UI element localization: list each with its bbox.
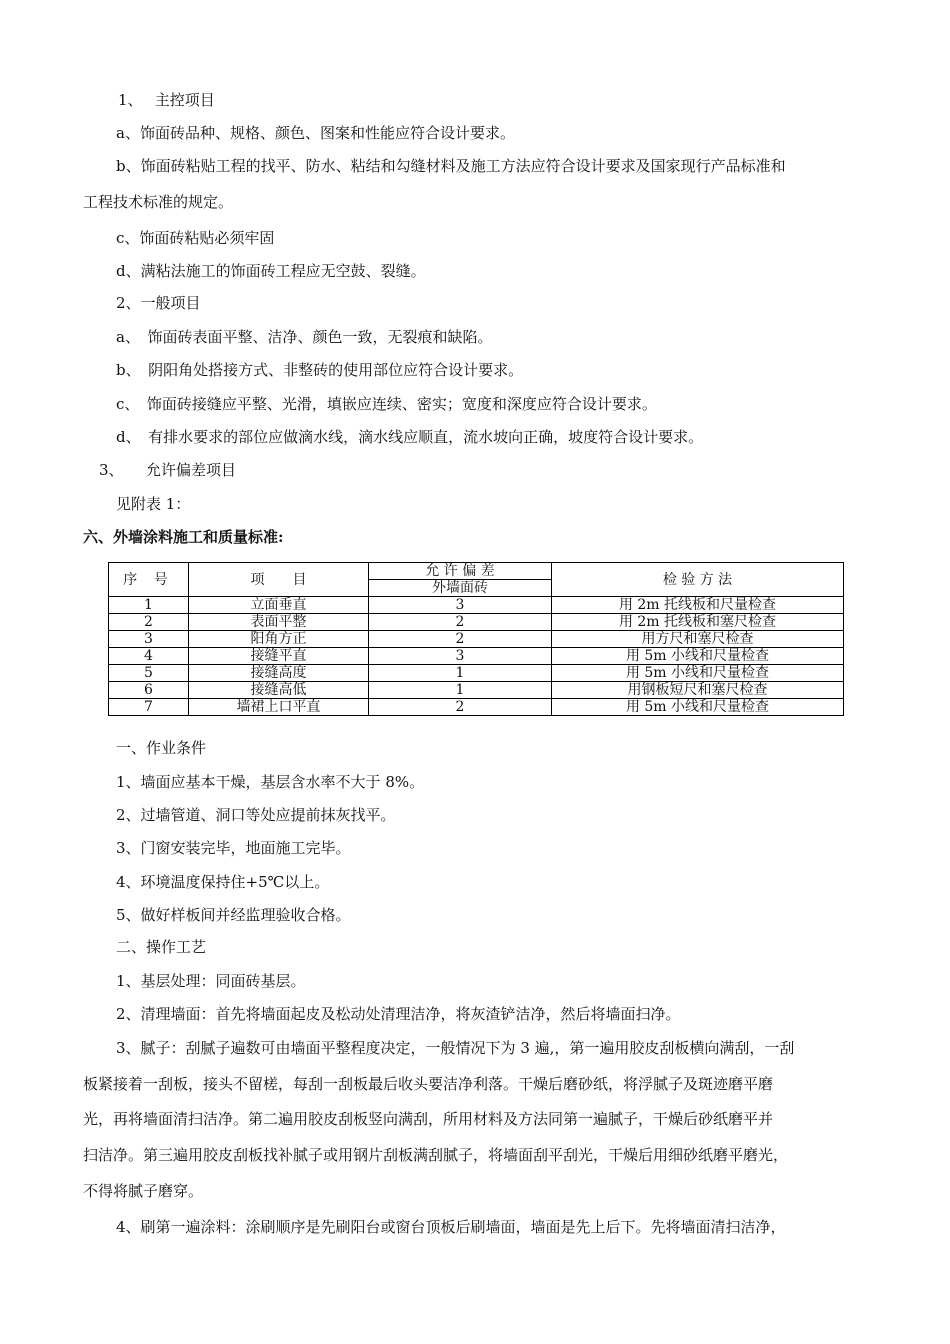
header-tolerance-sub: 外墙面砖 [369,580,552,597]
cell-no: 2 [109,614,189,631]
table-row [109,597,844,614]
cell-no: 7 [109,699,189,716]
cell-item: 接缝平直 [189,648,369,665]
text-line: 工程技术标准的规定。 [83,193,234,211]
cell-no: 3 [109,631,189,648]
cell-value: 3 [369,597,552,614]
text-line: 二、操作工艺 [116,938,207,956]
text-line: 4、刷第一遍涂料：涂刷顺序是先刷阳台或窗台顶板后刷墙面，墙面是先上后下。先将墙面清扫洁净， [116,1218,786,1236]
cell-method: 用钢板短尺和塞尺检查 [552,682,844,699]
table-row [109,648,844,665]
text-line: 3、腻子：刮腻子遍数可由墙面平整程度决定，一般情况下为 3 遍,，第一遍用胶皮刮板横向满刮，一刮 [116,1039,795,1057]
header-method: 检 验 方 法 [552,563,844,597]
text-line: 2、清理墙面：首先将墙面起皮及松动处清理洁净，将灰渣铲洁净，然后将墙面扫净。 [116,1005,681,1023]
header-item: 项 目 [189,563,369,597]
text-line: 见附表 1： [116,495,191,513]
text-line: b、 阴阳角处搭接方式、非整砖的使用部位应符合设计要求。 [116,361,524,379]
text-line: 光，再将墙面清扫洁净。第二遍用胶皮刮板竖向满刮，所用材料及方法同第一遍腻子，干燥后砂纸磨平并 [83,1110,774,1128]
text-line: 5、做好样板间并经监理验收合格。 [116,906,351,924]
text-line: 1、基层处理：同面砖基层。 [116,972,306,990]
cell-no: 6 [109,682,189,699]
cell-item: 立面垂直 [189,597,369,614]
text-line: 3、 允许偏差项目 [99,461,237,479]
text-line: c、 饰面砖接缝应平整、光滑，填嵌应连续、密实；宽度和深度应符合设计要求。 [116,395,657,413]
table-row [109,699,844,716]
table-row [109,665,844,682]
cell-method: 用 5m 小线和尺量检查 [552,699,844,716]
cell-no: 4 [109,648,189,665]
text-line: 3、门窗安装完毕，地面施工完毕。 [116,839,351,857]
cell-value: 3 [369,648,552,665]
table-row [109,682,844,699]
cell-item: 墙裙上口平直 [189,699,369,716]
cell-method: 用 2m 托线板和尺量检查 [552,597,844,614]
section-heading: 六、外墙涂料施工和质量标准: [83,528,284,546]
text-line: b、饰面砖粘贴工程的找平、防水、粘结和勾缝材料及施工方法应符合设计要求及国家现行产品标准和 [116,157,786,175]
text-line: 一、作业条件 [116,739,207,757]
text-line: 1、 主控项目 [118,91,215,109]
text-line: 2、过墙管道、洞口等处应提前抹灰找平。 [116,806,396,824]
cell-no: 5 [109,665,189,682]
cell-no: 1 [109,597,189,614]
table-row [109,631,844,648]
cell-method: 用 5m 小线和尺量检查 [552,665,844,682]
text-line: a、饰面砖品种、规格、颜色、图案和性能应符合设计要求。 [116,124,515,142]
cell-item: 接缝高度 [189,665,369,682]
text-line: a、 饰面砖表面平整、洁净、颜色一致，无裂痕和缺陷。 [116,328,493,346]
cell-value: 2 [369,631,552,648]
cell-method: 用方尺和塞尺检查 [552,631,844,648]
cell-item: 接缝高低 [189,682,369,699]
text-line: c、饰面砖粘贴必须牢固 [116,229,275,247]
text-line: 1、墙面应基本干燥，基层含水率不大于 8%。 [116,773,425,791]
cell-item: 表面平整 [189,614,369,631]
tolerance-table [108,562,844,716]
text-line: 不得将腻子磨穿。 [83,1182,204,1200]
header-no: 序 号 [109,563,189,597]
text-line: 板紧接着一刮板，接头不留槎，每刮一刮板最后收头要洁净利落。干燥后磨砂纸，将浮腻子及斑迹磨平磨 [83,1075,774,1093]
text-line: d、 有排水要求的部位应做滴水线，滴水线应顺直，流水坡向正确，坡度符合设计要求。 [116,428,704,446]
text-line: d、满粘法施工的饰面砖工程应无空鼓、裂缝。 [116,262,426,280]
cell-value: 2 [369,614,552,631]
cell-method: 用 5m 小线和尺量检查 [552,648,844,665]
cell-item: 阳角方正 [189,631,369,648]
cell-value: 1 [369,682,552,699]
text-line: 4、环境温度保持住+5℃以上。 [116,873,330,891]
header-tolerance: 允 许 偏 差 [369,563,552,580]
cell-method: 用 2m 托线板和塞尺检查 [552,614,844,631]
cell-value: 2 [369,699,552,716]
text-line: 扫洁净。第三遍用胶皮刮板找补腻子或用钢片刮板满刮腻子，将墙面刮平刮光，干燥后用细砂纸磨平磨光， [83,1146,789,1164]
text-line: 2、一般项目 [116,294,201,312]
cell-value: 1 [369,665,552,682]
table-row [109,614,844,631]
